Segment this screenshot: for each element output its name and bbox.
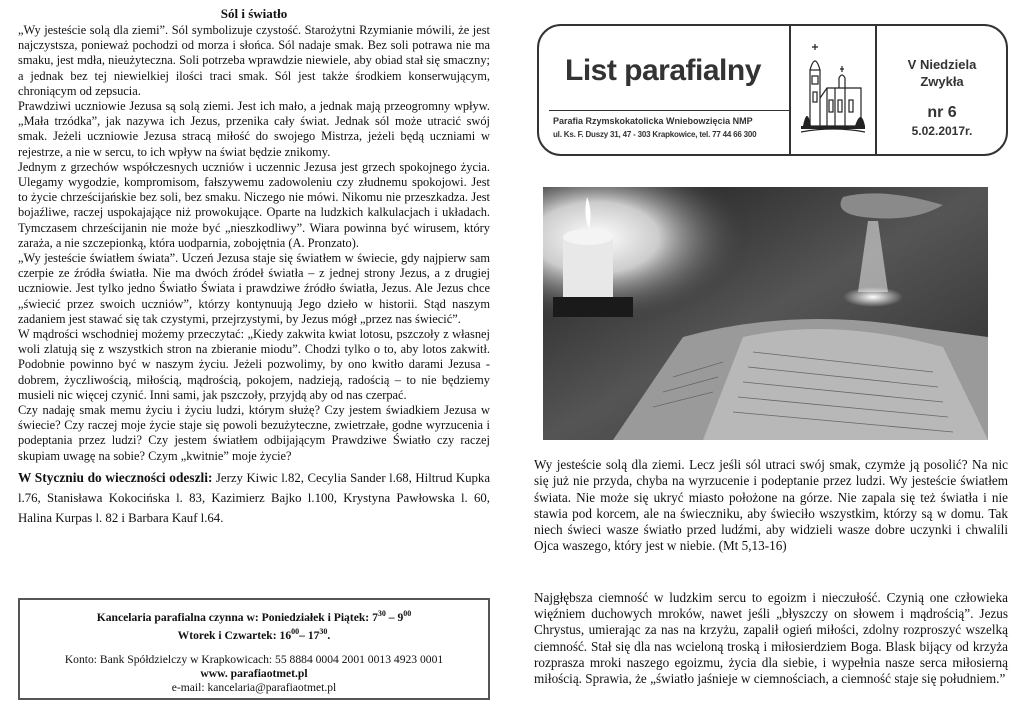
gospel-reading: Wy jesteście solą dla ziemi. Lecz jeśli sól utraci swój smak, czymże ją posolić? Na nic się już nie przyda, chyba na wyrzucenie i podeptanie przez ludzi. Wy jesteście światłem świata. Nie może się ukryć miasto położone na górze. Nie zapala się też światła i nie stawia pod korcem, ale na świeczniku, aby świeciło wszystkim, którzy są w domu. Tak niech świeci wasze światło przed ludźmi, aby widzieli wasze dobre uczynki i chwalili Ojca waszego, który jest w niebie. (Mt 5,13-16) — [534, 457, 1008, 554]
paragraph: „Wy jesteście światłem świata”. Uczeń Jezusa staje się światłem w świecie, gdy najpierw sam czerpie ze źródła światła. Nie ma dwóch źródeł światła – z jednej strony Jezus, a z drugiej uczniowie. Jest tylko jedno Światło Świata i prawdziwe źródło światła, Jezus. Ale Jezus chce „świecić przez swoich uczniów”, którzy kontynuują Jego dzieło w historii. Stąd naszym zadaniem jest stawać się tak czystymi, przejrzystymi, by Jezus mógł „przez nas świecić”. — [18, 251, 490, 326]
bank-account: Konto: Bank Spółdzielczy w Krapkowicach: 55 8884 0004 2001 0013 4923 0001 — [64, 652, 444, 666]
liturgical-sunday: V Niedziela Zwykła — [907, 57, 977, 89]
deceased-notice — [18, 468, 490, 528]
parish-name: Parafia Rzymskokatolicka Wniebowzięcia NMP — [553, 116, 753, 126]
masthead — [537, 24, 1008, 156]
office-hours-line2: Wtorek i Czwartek: $16^{00}-$ $17^{30}$. — [177, 626, 331, 642]
article-title: Sól i światło — [220, 6, 288, 21]
parish-address: ul. Ks. F. Duszy 31, 47 - 303 Krapkowice, tel. 77 44 66 300 — [553, 130, 757, 139]
paragraph: „Wy jesteście solą dla ziemi”. Sól symbolizuje czystość. Starożytni Rzymianie mówili, że jest najczystsza, ponieważ pochodzi od morza i słońca. Sól nadaje smak. Bez soli potrawa nie ma smaku, jest mdła, nieużyteczna. Soli potrzeba wprawdzie niewiele, aby obiad stał się smaczny; a jednak bez tej niewielkiej ilości traci smak. Sól jest także środkiem konserwującym, chroniącym od zepsucia. — [18, 23, 490, 98]
email: e-mail: kancelaria@parafiaotmet.pl — [171, 680, 337, 694]
reflection-text: Najgłębsza ciemność w ludzkim sercu to egoizm i nieczułość. Czynią one człowieka więźniem duchowych mroków, nawet jeśli „błyszczy on słowem i mądrością”. Jezus Chrystus, umierając za nas na krzyżu, zapalił ogień miłości, zdolny rozproszyć wszelką ciemność. Stał się dla nas wcieloną troską i miłosierdziem Boga. Blask bijący od krzyża rozprasza mroki naszego egoizmu, życia dla siebie, i wypełnia nasze serca miłosierną miłością. Sprawia, że „światło jaśnieje w ciemnościach, a ciemność staje się południem.” — [534, 590, 1008, 687]
issue-number: nr 6 — [927, 104, 957, 121]
candle-bible-salt-photo — [543, 187, 988, 440]
church-drawing-icon — [801, 42, 865, 140]
paragraph: Jednym z grzechów współczesnych uczniów i uczennic Jezusa jest grzech spokojnego życia. Ulegamy wygodzie, kompromisom, fałszywemu zadowoleniu czy złudnemu spokojowi. Jest to życie chrześcijańskie bez soli, bez smaku. Niczego nie mówi. Nikomu nie przeszkadza. Jest bojaźliwe, raczej uspokajające niż prowokujące. Oparte na ludzkich kalkulacjach i układach. Tymczasem chrześcijanin nie może być „nieszkodliwy”. Wiara powinna być wirusem, który zaraża, a nie szczepionką, która uodparnia, zobojętnia (A. Pronzato). — [18, 159, 490, 250]
issue-date: 5.02.2017r. — [911, 124, 973, 138]
newsletter-title: List parafialny — [565, 54, 761, 87]
deceased-names: Jerzy Kiwic l.82, Cecylia Sander l.68, Hiltrud Kupka l.76, Stanisława Kokocińska l. 83, Kazimierz Bajko l.100, Krystyna Pawłowska l. 60, Halina Kurpas l. 82 i Barbara Kauf l.64. — [18, 470, 490, 525]
paragraph: W mądrości wschodniej możemy przeczytać: „Kiedy zakwita kwiat lotosu, pszczoły z własnej woli zlatują się z wszystkich stron na zbieranie miodu”. Chodzi tylko o to, aby lotos zakwitł. Podobnie powinno być w naszym życiu. Jeżeli pozwolimy, by ono kwitło darami Jezusa - dobrem, życzliwością, miłością, mądrością, pokojem, nadzieją, radością – to nie będziemy musieli nic więcej czynić. Inni sami, jak pszczoły, przyjdą aby od nas czerpać. — [18, 327, 490, 402]
title-underline — [549, 110, 789, 111]
paragraph: Prawdziwi uczniowie Jezusa są solą ziemi. Jest ich mało, a jednak mają przeogromny wpływ. „Mała trzódka”, jak nazywa ich Jezus, przenika cały świat. Jednak sól może utracić swój smak. Jeżeli uczniowie Jezusa stracą miłość do swojego Mistrza, jeżeli będą uczniami w rejestrze, a nie w sercu, to ich wpływ na świat będzie znikomy. — [18, 99, 490, 159]
left-column — [18, 6, 490, 528]
paragraph: Czy nadaję smak memu życiu i życiu ludzi, którym służę? Czy jestem świadkiem Jezusa w świecie? Czy raczej moje życie staje się powoli bezużyteczne, zwietrzałe, godne wyrzucenia i podeptania przez ludzi? Czy jestem światłem odbijającym Prawdziwe Światło czy raczej skupiam uwagę na sobie? Czym „kwitnie” moje życie? — [18, 403, 490, 463]
deceased-label: W Styczniu do wieczności odeszli: — [18, 469, 213, 485]
office-hours-line1: Kancelaria parafialna czynna w: Poniedziałek i Piątek: $7^{30} - 9^{00}$ — [96, 609, 412, 624]
article-body — [18, 23, 490, 464]
office-hours-box — [18, 598, 490, 700]
website: www. parafiaotmet.pl — [200, 666, 308, 680]
